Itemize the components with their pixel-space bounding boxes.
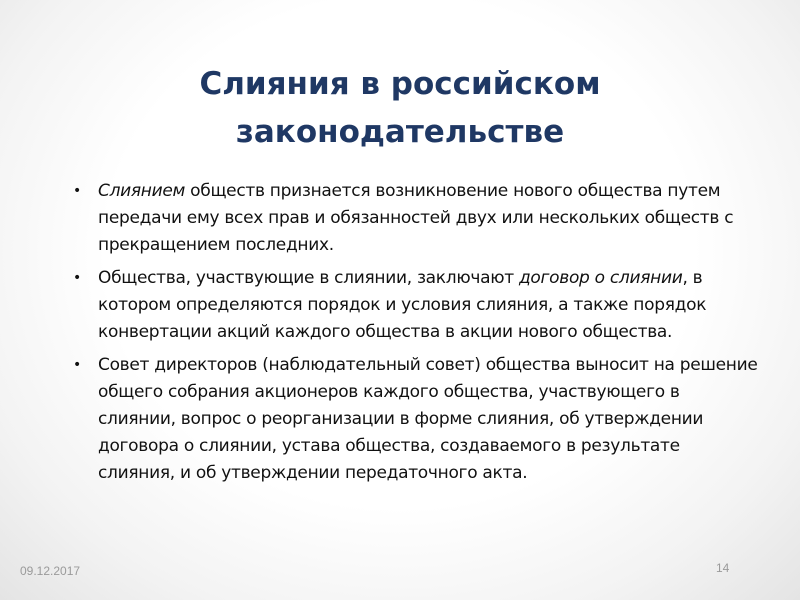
bullet-item-3 xyxy=(70,352,760,487)
bullet-3-text: Совет директоров (наблюдательный совет) общества выносит на решение общего собрания акционеров каждого общества, участвующего в слиянии, вопрос о реорганизации в форме слияния, об утверждении договора о слиянии, устава общества, создаваемого в результате слияния, и об утверждении передаточного акта. xyxy=(98,355,758,483)
bullet-marker: • xyxy=(73,270,81,286)
bullet-2-text-start: Общества, участвующие в слиянии, заключают xyxy=(98,268,519,288)
bullet-2-emphasis: договор о слиянии xyxy=(518,268,683,288)
bullet-list xyxy=(70,178,760,493)
slide-title-line-1: Слияния в российском xyxy=(199,66,601,102)
page-number: 14 xyxy=(716,561,730,575)
footer-date: 09.12.2017 xyxy=(20,564,81,578)
bullet-item-1 xyxy=(70,178,760,259)
bullet-1-emphasis: Слиянием xyxy=(98,181,186,201)
bullet-1-text: обществ признается возникновение нового общества путем передачи ему всех прав и обязанностей двух или нескольких обществ с прекращением последних. xyxy=(98,181,734,255)
bullet-2-text-end: , в котором определяются порядок и условия слияния, а также порядок конвертации акций каждого общества в акции нового общества. xyxy=(98,268,707,342)
slide-title xyxy=(0,60,800,156)
bullet-item-2 xyxy=(70,265,760,346)
bullet-marker: • xyxy=(73,183,81,199)
slide-title-line-2: законодательстве xyxy=(235,114,565,150)
bullet-marker: • xyxy=(73,357,81,373)
